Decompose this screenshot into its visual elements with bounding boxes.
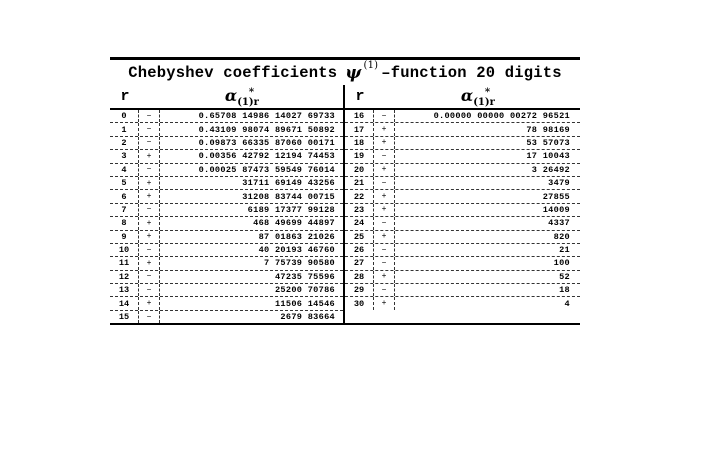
row-value: 2679 83664: [280, 312, 335, 323]
table-row: [110, 311, 343, 323]
alpha-symbol: α: [460, 86, 474, 105]
table-row: [345, 177, 580, 190]
row-value: 0.00000 00000 00272 96521: [433, 111, 570, 122]
row-value: 14009: [542, 204, 570, 215]
alpha-star: *: [484, 87, 491, 98]
row-index: 9: [121, 231, 127, 242]
row-value: 17 10043: [526, 151, 570, 162]
row-sign: +: [373, 123, 395, 135]
table-row: [345, 164, 580, 177]
row-index: 5: [121, 178, 127, 189]
row-sign: +: [138, 190, 160, 202]
table-row: [345, 231, 580, 244]
table-row: [110, 110, 343, 123]
row-index: 6: [121, 191, 127, 202]
right-rows: [345, 110, 580, 310]
table-row: [345, 271, 580, 284]
row-value: 47235 75596: [274, 271, 335, 282]
header-alpha: [140, 86, 343, 108]
table-row: [110, 150, 343, 163]
row-sign: +: [373, 297, 395, 309]
title-psi-symbol: ψ: [345, 62, 362, 83]
right-column-group: [345, 85, 580, 323]
row-index: 28: [353, 271, 365, 282]
table-row: [110, 204, 343, 217]
row-index: 13: [118, 285, 130, 296]
left-column-group: [110, 85, 345, 323]
row-value: 52: [559, 271, 570, 282]
row-index: 15: [118, 312, 130, 323]
row-value: 27855: [542, 191, 570, 202]
row-sign: +: [138, 217, 160, 229]
row-index: 19: [353, 151, 365, 162]
row-sign: +: [138, 150, 160, 162]
row-sign: −: [373, 284, 395, 296]
row-value: 820: [553, 231, 570, 242]
left-rows: [110, 110, 343, 323]
row-value: 25200 70786: [274, 285, 335, 296]
table-row: [110, 284, 343, 297]
table-row: [110, 137, 343, 150]
row-sign: +: [373, 231, 395, 243]
row-value: 40 20193 46760: [258, 245, 335, 256]
row-index: 20: [353, 164, 365, 175]
table-title: [110, 60, 580, 85]
row-sign: −: [373, 257, 395, 269]
row-index: 0: [121, 111, 127, 122]
table-row: [345, 284, 580, 297]
row-index: 18: [353, 137, 365, 148]
row-index: 4: [121, 164, 127, 175]
header-r: r: [355, 88, 365, 105]
table-row: [110, 177, 343, 190]
row-sign: +: [138, 231, 160, 243]
table-row: [345, 190, 580, 203]
row-index: 12: [118, 271, 130, 282]
right-header: [345, 85, 580, 110]
row-sign: −: [138, 164, 160, 176]
row-value: 0.09873 66335 87060 00171: [198, 137, 335, 148]
table-row: [110, 297, 343, 310]
row-sign: +: [373, 137, 395, 149]
title-tail: –function 20 digits: [381, 63, 562, 82]
header-alpha: [375, 86, 580, 108]
row-index: 8: [121, 218, 127, 229]
row-value: 4337: [548, 218, 570, 229]
row-sign: +: [373, 204, 395, 216]
row-value: 3479: [548, 178, 570, 189]
row-index: 2: [121, 137, 127, 148]
row-value: 53 57073: [526, 137, 570, 148]
row-value: 31711 69149 43256: [242, 178, 335, 189]
row-index: 11: [118, 258, 130, 269]
table-row: [110, 271, 343, 284]
row-value: 78 98169: [526, 124, 570, 135]
row-sign: +: [373, 164, 395, 176]
table-row: [110, 217, 343, 230]
title-psi-superscript: (1): [363, 60, 379, 71]
alpha-subscript: (1)r: [473, 97, 495, 108]
row-value: 0.65708 14986 14027 69733: [198, 111, 335, 122]
row-index: 21: [353, 178, 365, 189]
row-value: 0.00356 42792 12194 74453: [198, 151, 335, 162]
row-index: 14: [118, 298, 130, 309]
alpha-subscript: (1)r: [237, 97, 259, 108]
alpha-star: *: [248, 87, 255, 98]
row-value: 100: [553, 258, 570, 269]
table-body: [110, 85, 580, 325]
row-sign: −: [373, 244, 395, 256]
table-row: [345, 204, 580, 217]
row-sign: −: [138, 311, 160, 323]
row-index: 30: [353, 298, 365, 309]
row-sign: −: [138, 137, 160, 149]
row-value: 87 01863 21026: [258, 231, 335, 242]
table-row: [110, 231, 343, 244]
table-row: [345, 244, 580, 257]
table-row: [345, 217, 580, 230]
row-index: 7: [121, 204, 127, 215]
table-row: [345, 137, 580, 150]
row-value: 468 49699 44897: [253, 218, 335, 229]
row-sign: −: [373, 177, 395, 189]
table-row: [345, 110, 580, 123]
row-sign: +: [373, 271, 395, 283]
table-row: [110, 190, 343, 203]
row-sign: −: [138, 204, 160, 216]
table-row: [110, 164, 343, 177]
row-index: 24: [353, 218, 365, 229]
row-index: 10: [118, 245, 130, 256]
row-value: 4: [564, 298, 570, 309]
row-sign: +: [373, 190, 395, 202]
table-row: [110, 244, 343, 257]
table-row: [345, 123, 580, 136]
row-sign: −: [138, 244, 160, 256]
row-value: 11506 14546: [274, 298, 335, 309]
row-value: 0.43109 98074 89671 50892: [198, 124, 335, 135]
table-row: [110, 257, 343, 270]
row-value: 0.00025 87473 59549 76014: [198, 164, 335, 175]
row-sign: −: [373, 110, 395, 122]
row-sign: −: [373, 217, 395, 229]
row-sign: −: [138, 271, 160, 283]
left-header: [110, 85, 343, 110]
row-sign: −: [138, 110, 160, 122]
coefficient-table: [110, 57, 580, 325]
table-row: [110, 123, 343, 136]
header-r: r: [120, 88, 130, 105]
row-value: 31208 83744 00715: [242, 191, 335, 202]
row-value: 18: [559, 285, 570, 296]
row-sign: −: [373, 150, 395, 162]
row-sign: −: [138, 284, 160, 296]
row-sign: +: [138, 257, 160, 269]
row-value: 7 75739 90580: [264, 258, 335, 269]
table-row: [345, 150, 580, 163]
row-index: 22: [353, 191, 365, 202]
row-index: 1: [121, 124, 127, 135]
row-sign: −: [138, 123, 160, 135]
row-value: 6189 17377 99128: [247, 204, 335, 215]
row-index: 17: [353, 124, 365, 135]
table-row: [345, 257, 580, 270]
alpha-symbol: α: [224, 86, 238, 105]
row-index: 25: [353, 231, 365, 242]
row-sign: +: [138, 177, 160, 189]
row-index: 26: [353, 245, 365, 256]
row-index: 3: [121, 151, 127, 162]
row-value: 3 26492: [531, 164, 570, 175]
table-row: [345, 297, 580, 309]
row-index: 16: [353, 111, 365, 122]
row-value: 21: [559, 245, 570, 256]
row-index: 27: [353, 258, 365, 269]
title-text: Chebyshev coefficients: [128, 63, 338, 82]
row-sign: +: [138, 297, 160, 309]
row-index: 23: [353, 204, 365, 215]
row-index: 29: [353, 285, 365, 296]
